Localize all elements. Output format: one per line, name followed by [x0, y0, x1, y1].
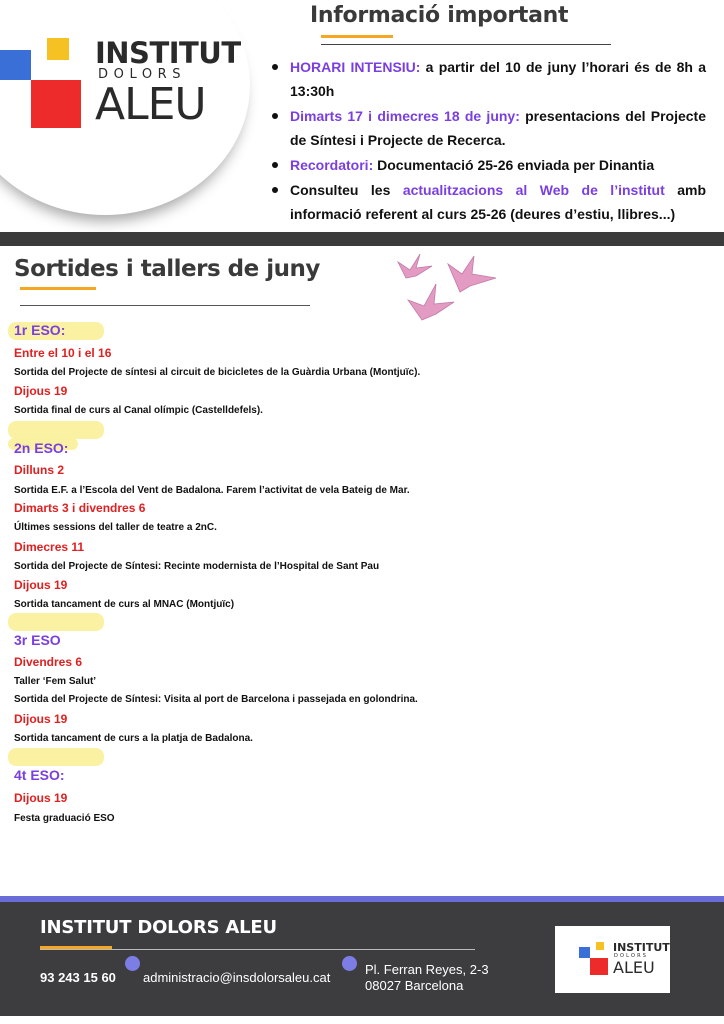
info-text: Documentació 25-26 enviada per Dinantia [373, 157, 655, 173]
footer-title: INSTITUT DOLORS ALEU [40, 917, 277, 938]
birds-decoration [392, 248, 500, 328]
activity: Sortida del Projecte de síntesi al circuit de bicicletes de la Guàrdia Urbana (Montjuïc). [14, 367, 421, 378]
logo-line-3: ALEU [95, 79, 206, 130]
date: Dilluns 2 [14, 463, 65, 477]
section-band [0, 232, 724, 246]
activity: Sortida tancament de curs al MNAC (Montjuïc) [14, 599, 235, 610]
logo-square-red [590, 958, 608, 975]
logo-square-yellow [47, 38, 69, 60]
date: Dimarts 3 i divendres 6 [14, 501, 146, 515]
info-pre: Consulteu les [290, 182, 403, 198]
address-line-1: Pl. Ferran Reyes, 2-3 [365, 962, 489, 977]
footer-logo-line-2: DOLORS [614, 953, 649, 959]
activity: Sortida del Projecte de Síntesi: Recinte modernista de l’Hospital de Sant Pau [14, 561, 380, 572]
info-title: Informació important [310, 3, 569, 28]
bottom-strip [0, 1016, 724, 1024]
footer-email-link[interactable]: administracio@insdolorsaleu.cat [143, 970, 331, 985]
level-4-eso: 4t ESO: [14, 767, 65, 783]
info-title-underline [321, 35, 393, 38]
date: Dimecres 11 [14, 540, 85, 554]
logo-line-1: INSTITUT [95, 36, 241, 70]
section-title-underline [20, 287, 96, 290]
activity: Sortida tancament de curs a la platja de Badalona. [14, 733, 253, 744]
info-text: a partir del 10 de juny l’horari és de 8h a 13:30h [290, 59, 706, 99]
date: Dijous 19 [14, 791, 68, 805]
info-item-web [270, 178, 706, 226]
footer-address [365, 962, 489, 994]
logo-line-2: DOLORS [98, 67, 187, 82]
footer-divider [40, 949, 475, 950]
date: Dijous 19 [14, 578, 68, 592]
footer-logo-line-3: ALEU [613, 958, 655, 977]
bird-icon [408, 284, 454, 320]
level-2-eso: 2n ESO: [14, 440, 69, 456]
footer-logo [555, 926, 670, 993]
school-logo [0, 36, 241, 133]
info-item-schedule [270, 55, 706, 103]
activity: Sortida final de curs al Canal olímpic (Castelldefels). [14, 405, 263, 416]
date: Entre el 10 i el 16 [14, 346, 112, 360]
date: Dijous 19 [14, 712, 68, 726]
info-text: amb informació referent al curs 25-26 (deures d’estiu, llibres...) [290, 182, 706, 222]
bird-icon [448, 256, 496, 292]
date: Divendres 6 [14, 655, 83, 669]
info-item-reminder [270, 153, 706, 177]
bird-icon [398, 254, 432, 278]
info-label: HORARI INTENSIU: [290, 59, 421, 75]
info-label: Dimarts 17 i dimecres 18 de juny: [290, 108, 520, 124]
activity: Festa graduació ESO [14, 813, 115, 824]
activity: Taller ‘Fem Salut’ [14, 676, 97, 687]
info-divider [321, 44, 611, 45]
level-highlight [8, 421, 104, 439]
footer-title-underline [40, 946, 112, 949]
info-label: Recordatori: [290, 157, 374, 173]
level-highlight [8, 613, 104, 631]
info-text: presentacions del Projecte de Síntesi i Projecte de Recerca. [290, 108, 706, 148]
activity: Sortida del Projecte de Síntesi: Visita al port de Barcelona i passejada en golondrina. [14, 694, 418, 705]
level-1-eso: 1r ESO: [14, 322, 66, 338]
address-line-2: 08027 Barcelona [365, 978, 464, 993]
section-title: Sortides i tallers de juny [14, 256, 320, 282]
activity: Sortida E.F. a l’Escola del Vent de Badalona. Farem l’activitat de vela Bateig de Mar. [14, 485, 410, 496]
logo-square-yellow [596, 942, 604, 950]
footer-logo-line-1: INSTITUT [613, 941, 670, 954]
bullet-dot-icon [342, 956, 357, 971]
footer-phone: 93 243 15 60 [40, 970, 116, 985]
info-item-presentations [270, 104, 706, 152]
logo-square-red [31, 80, 81, 128]
footer-accent-bar [0, 896, 724, 902]
activity: Últimes sessions del taller de teatre a 2nC. [14, 522, 217, 533]
bullet-dot-icon [125, 956, 140, 971]
date: Dijous 19 [14, 384, 68, 398]
logo-square-blue [579, 947, 590, 958]
section-divider [20, 305, 310, 306]
info-list [270, 55, 706, 227]
level-3-eso: 3r ESO [14, 632, 61, 648]
logo-square-blue [0, 50, 31, 80]
level-highlight [8, 748, 104, 766]
web-updates-link[interactable]: actualitzacions al Web de l’institut [402, 182, 665, 198]
